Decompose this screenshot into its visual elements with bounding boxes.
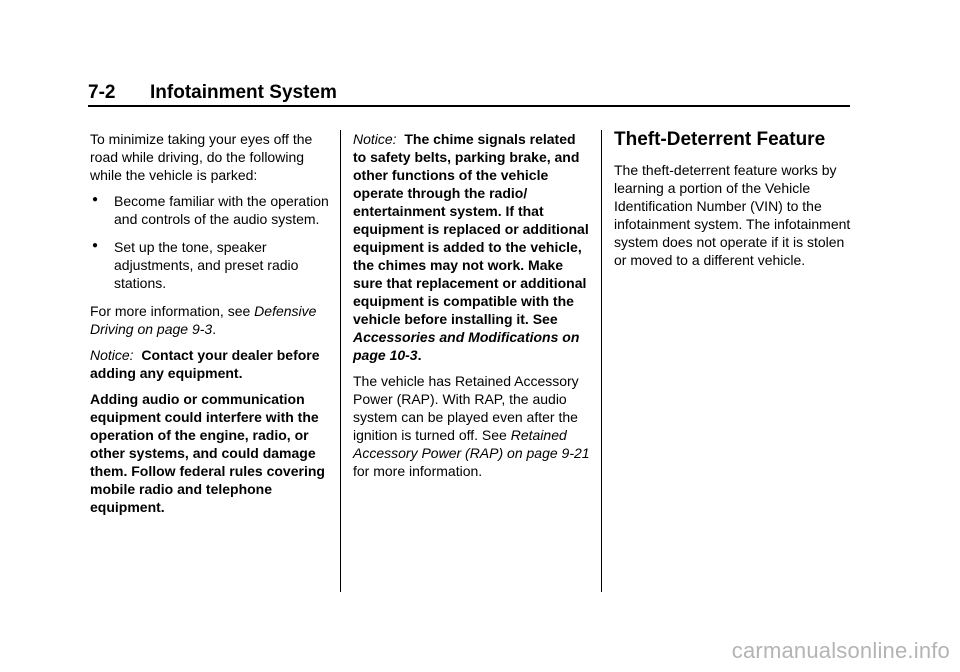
column-divider	[601, 130, 602, 592]
page-header	[88, 83, 850, 107]
bullet-item	[90, 238, 332, 292]
equipment-warning-paragraph: Adding audio or communication equipment could interfere with the operation of the engine, radio, or other systems, and could damage them. Follow federal rules covering mobile radio and telephone equipment.	[90, 391, 325, 515]
bullet-text: Become familiar with the operation and controls of the audio system.	[114, 193, 329, 227]
section-title: Theft-Deterrent Feature	[614, 129, 826, 150]
rap-paragraph	[353, 372, 590, 480]
bullet-icon: ●	[92, 240, 99, 251]
chime-notice-paragraph	[353, 130, 590, 364]
header-text	[88, 83, 850, 102]
notice-paragraph	[90, 346, 332, 382]
rap-link[interactable]: Retained Accessory Power (RAP) on page 9-21	[353, 427, 590, 461]
notice-label: Notice:	[353, 131, 397, 147]
accessories-link[interactable]: Accessories and Modifications on page 10-3	[353, 329, 580, 363]
more-info-prefix: For more information, see	[90, 303, 255, 319]
more-info-suffix: .	[212, 321, 217, 337]
column-divider	[340, 130, 341, 592]
more-info-paragraph	[90, 302, 332, 338]
chime-notice-text: The chime signals related to safety belts, parking brake, and other functions of the vehicle operate through the radio/ entertainment system. If that equipment is replaced or additional equipment is added to the vehicle, the chimes may not work. Make sure that replacement or additional equipment is compatible with the vehicle before installing it. See	[353, 131, 589, 327]
bullet-text: Set up the tone, speaker adjustments, and preset radio stations.	[114, 239, 299, 291]
column-2	[353, 130, 590, 488]
defensive-driving-link[interactable]: Defensive Driving on page 9-3	[90, 303, 317, 337]
column-3	[614, 130, 854, 277]
page-number: 7-2	[88, 82, 116, 103]
bullet-item	[90, 192, 332, 228]
chapter-title: Infotainment System	[150, 82, 337, 103]
bullet-icon: ●	[92, 194, 99, 205]
theft-deterrent-paragraph: The theft-deterrent feature works by learning a portion of the Vehicle Identification Number (VIN) to the infotainment system. The infotainment system does not operate if it is stolen or moved to a different vehicle.	[614, 162, 851, 268]
notice-text: Contact your dealer before adding any equipment.	[90, 347, 320, 381]
header-rule	[88, 105, 850, 107]
intro-paragraph: To minimize taking your eyes off the road while driving, do the following while the vehicle is parked:	[90, 131, 313, 183]
rap-text: The vehicle has Retained Accessory Power (RAP). With RAP, the audio system can be played even after the ignition is turned off. See	[353, 373, 579, 443]
bullet-list	[90, 192, 332, 292]
watermark: carmanualsonline.info	[731, 638, 950, 663]
column-1	[90, 130, 332, 524]
chime-notice-suffix: .	[417, 347, 422, 363]
rap-suffix: for more information.	[353, 463, 483, 479]
notice-label: Notice:	[90, 347, 134, 363]
